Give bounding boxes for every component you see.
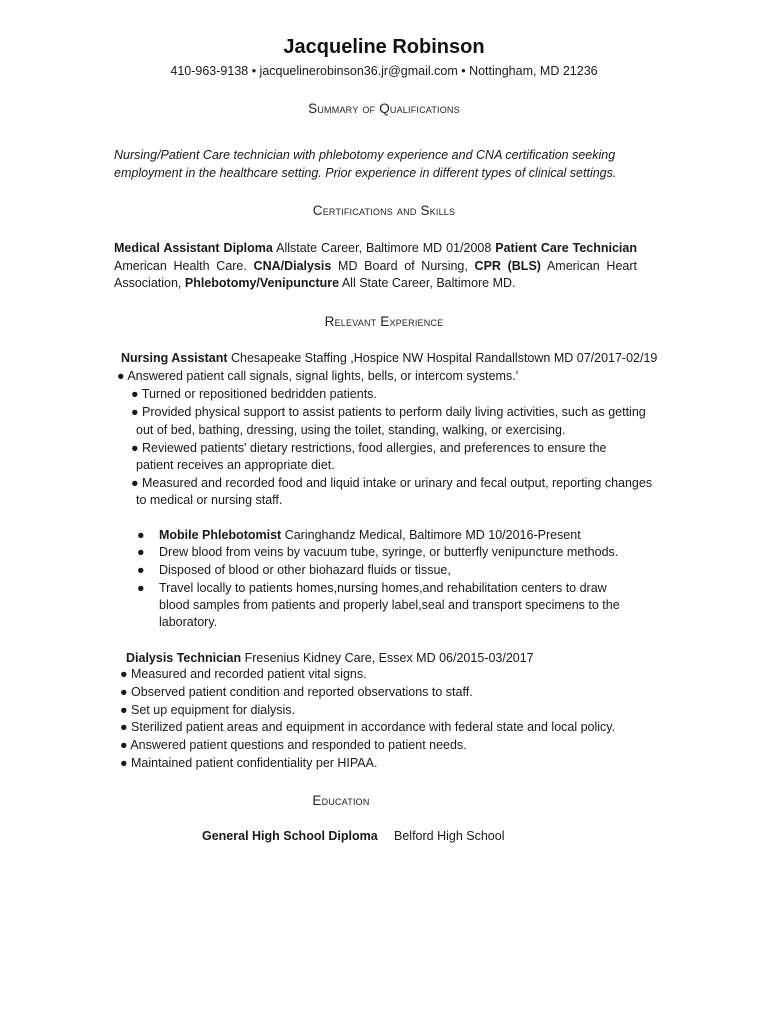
education-school: Belford High School: [394, 829, 505, 843]
job-header-nursing-assistant: [121, 350, 657, 368]
cert-title: CNA/Dialysis: [253, 258, 332, 273]
list-item: Travel locally to patients homes,nursing homes,and rehabilitation centers to draw: [159, 581, 607, 595]
cert-title: Medical Assistant Diploma: [114, 241, 273, 255]
job-detail: Chesapeake Staffing ,Hospice NW Hospital Randallstown MD 07/2017-02/19: [227, 351, 658, 365]
education-heading: Education: [312, 793, 370, 808]
list-item: Drew blood from veins by vacuum tube, syringe, or butterfly venipuncture methods.: [159, 545, 619, 559]
job-header-mobile-phlebotomist: [159, 527, 581, 545]
job-detail: Caringhandz Medical, Baltimore MD 10/2016-Present: [281, 528, 581, 542]
list-item: ● Answered patient call signals, signal lights, bells, or intercom systems.': [117, 369, 519, 383]
job-title: Mobile Phlebotomist: [159, 528, 282, 542]
list-item: ● Set up equipment for dialysis.: [120, 703, 295, 717]
list-item-continuation: to medical or nursing staff.: [136, 493, 283, 507]
list-item-continuation: blood samples from patients and properly label,seal and transport specimens to the: [159, 598, 620, 612]
cert-detail: American Heart Association,: [114, 258, 637, 290]
job-title: Dialysis Technician: [126, 651, 242, 665]
list-item-continuation: laboratory.: [159, 615, 218, 629]
job-header-dialysis-technician: [126, 650, 534, 668]
job-detail: Fresenius Kidney Care, Essex MD 06/2015-03/2017: [241, 651, 534, 665]
list-item: ● Turned or repositioned bedridden patients.: [131, 387, 377, 401]
cert-detail: American Health Care.: [114, 258, 254, 273]
list-item: ● Measured and recorded patient vital signs.: [120, 667, 367, 681]
cert-detail: Allstate Career, Baltimore MD 01/2008: [272, 241, 496, 255]
cert-title: Patient Care Technician: [495, 241, 637, 255]
education-degree: General High School Diploma: [202, 829, 378, 843]
list-item: ● Observed patient condition and reported observations to staff.: [120, 685, 473, 699]
bullet-icon: ●: [137, 545, 145, 559]
bullet-icon: ●: [137, 581, 145, 595]
certifications-paragraph: [114, 240, 637, 293]
bullet-icon: ●: [137, 528, 145, 542]
bullet-icon: ●: [137, 563, 145, 577]
experience-heading: Relevant Experience: [324, 314, 444, 329]
list-item: ● Measured and recorded food and liquid intake or urinary and fecal output, reporting changes: [131, 476, 653, 490]
list-item: ● Sterilized patient areas and equipment in accordance with federal state and local policy.: [120, 720, 616, 734]
list-item: ● Provided physical support to assist patients to perform daily living activities, such as getting: [131, 405, 646, 419]
list-item-continuation: out of bed, bathing, dressing, using the toilet, standing, walking, or exercising.: [136, 423, 566, 437]
list-item: ● Answered patient questions and responded to patient needs.: [120, 738, 467, 752]
cert-title: CPR (BLS): [474, 258, 541, 273]
cert-title: Phlebotomy/Venipuncture: [184, 276, 340, 290]
contact-info: 410-963-9138 • jacquelinerobinson36.jr@gmail.com • Nottingham, MD 21236: [170, 64, 598, 78]
summary-heading: Summary of Qualifications: [308, 101, 460, 116]
cert-detail: All State Career, Baltimore MD.: [339, 276, 516, 290]
list-item: Disposed of blood or other biohazard fluids or tissue,: [159, 563, 451, 577]
candidate-name: Jacqueline Robinson: [283, 36, 485, 58]
list-item-continuation: patient receives an appropriate diet.: [136, 458, 335, 472]
list-item: ● Maintained patient confidentiality per HIPAA.: [120, 756, 378, 770]
job-title: Nursing Assistant: [121, 351, 228, 365]
list-item: ● Reviewed patients' dietary restrictions, food allergies, and preferences to ensure the: [131, 441, 607, 455]
summary-text: Nursing/Patient Care technician with phlebotomy experience and CNA certification seeking employment in the healthcare setting. Prior experience in different types of clinical settings.: [114, 148, 617, 180]
certifications-heading: Certifications and Skills: [312, 203, 456, 218]
cert-detail: MD Board of Nursing,: [331, 258, 475, 273]
